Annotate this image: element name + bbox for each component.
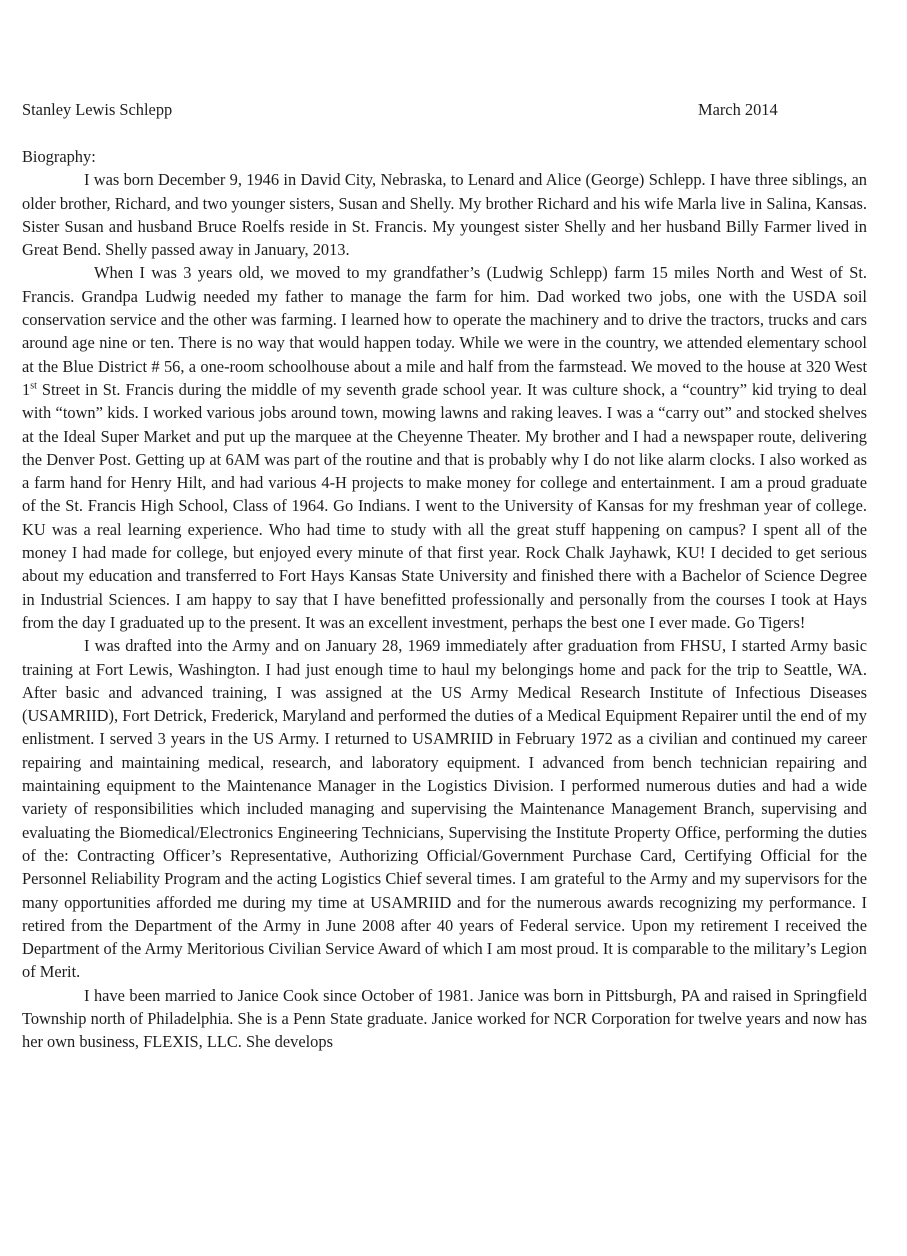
ordinal-suffix: st — [30, 380, 37, 392]
paragraph-childhood-education — [22, 261, 867, 634]
document-header — [22, 98, 867, 128]
section-heading: Biography: — [22, 147, 96, 166]
paragraph-text: When I was 3 years old, we moved to my grandfather’s (Ludwig Schlepp) farm 15 miles North and West of St. Francis. Grandpa Ludwig needed my father to manage the farm for him. Dad worked two jobs, one with the USDA soil conservation service and the other was farming. I learned how to operate the machinery and to drive the tractors, trucks and cars around age nine or ten. There is no way that would happen today. While we were in the country, we attended elementary school at the Blue District # 56, a one-room schoolhouse about a mile and half from the farmstead. We moved to the house at 320 West 1 — [22, 263, 867, 399]
biography-page — [22, 98, 867, 1054]
document-date: March 2014 — [698, 100, 778, 119]
paragraph-army-career: I was drafted into the Army and on January 28, 1969 immediately after graduation from FHSU, I started Army basic training at Fort Lewis, Washington. I had just enough time to haul my belongings home and pack for the trip to Seattle, WA. After basic and advanced training, I was assigned at the US Army Medical Research Institute of Infectious Diseases (USAMRIID), Fort Detrick, Frederick, Maryland and performed the duties of a Medical Equipment Repairer until the end of my enlistment. I served 3 years in the US Army. I returned to USAMRIID in February 1972 as a civilian and continued my career repairing and maintaining medical, research, and laboratory equipment. I advanced from bench technician repairing and maintaining equipment to the Maintenance Manager in the Logistics Division. I performed numerous duties and had a wide variety of responsibilities which included managing and supervising the Maintenance Management Branch, supervising and evaluating the Biomedical/Electronics Engineering Technicians, Supervising the Institute Property Office, performing the duties of the: Contracting Officer’s Representative, Authorizing Official/Government Purchase Card, Certifying Official for the Personnel Reliability Program and the acting Logistics Chief several times. I am grateful to the Army and my supervisors for the many opportunities afforded me during my time at USAMRIID and for the numerous awards recognizing my performance. I retired from the Department of the Army in June 2008 after 40 years of Federal service. Upon my retirement I received the Department of the Army Meritorious Civilian Service Award of which I am most proud. It is comparable to the military’s Legion of Merit. — [22, 636, 867, 982]
paragraph-marriage: I have been married to Janice Cook since October of 1981. Janice was born in Pittsburgh, PA and raised in Springfield Township north of Philadelphia. She is a Penn State graduate. Janice worked for NCR Corporation for twelve years and now has her own business, FLEXIS, LLC. She develops — [22, 985, 867, 1052]
paragraph-family: I was born December 9, 1946 in David City, Nebraska, to Lenard and Alice (George) Schlepp. I have three siblings, an older brother, Richard, and two younger sisters, Susan and Shelly. My brother Richard and his wife Marla live in Salina, Kansas. Sister Susan and husband Bruce Roelfs reside in St. Francis. My youngest sister Shelly and her husband Billy Farmer lived in Great Bend. Shelly passed away in January, 2013. — [22, 170, 867, 260]
paragraph-text: Street in St. Francis during the middle of my seventh grade school year. It was culture shock, a “country” kid trying to deal with “town” kids. I worked various jobs around town, mowing lawns and raking leaves. I was a “carry out” and stocked shelves at the Ideal Super Market and put up the marquee at the Cheyenne Theater. My brother and I had a newspaper route, delivering the Denver Post. Getting up at 6AM was part of the routine and that is probably why I do not like alarm clocks. I also worked as a farm hand for Henry Hilt, and had various 4-H projects to make money for college and entertainment. I am a proud graduate of the St. Francis High School, Class of 1964. Go Indians. I went to the University of Kansas for my freshman year of college. KU was a real learning experience. Who had time to study with all the great stuff happening on campus? I spent all of the money I had made for college, but enjoyed every minute of that first year. Rock Chalk Jayhawk, KU! I decided to get serious about my education and transferred to Fort Hays Kansas State University and finished there with a Bachelor of Science Degree in Industrial Sciences. I am happy to say that I have benefitted professionally and personally from the courses I took at Hays from the day I graduated up to the present. It was an excellent investment, perhaps the best one I ever made. Go Tigers! — [22, 379, 867, 632]
author-name: Stanley Lewis Schlepp — [22, 100, 173, 119]
